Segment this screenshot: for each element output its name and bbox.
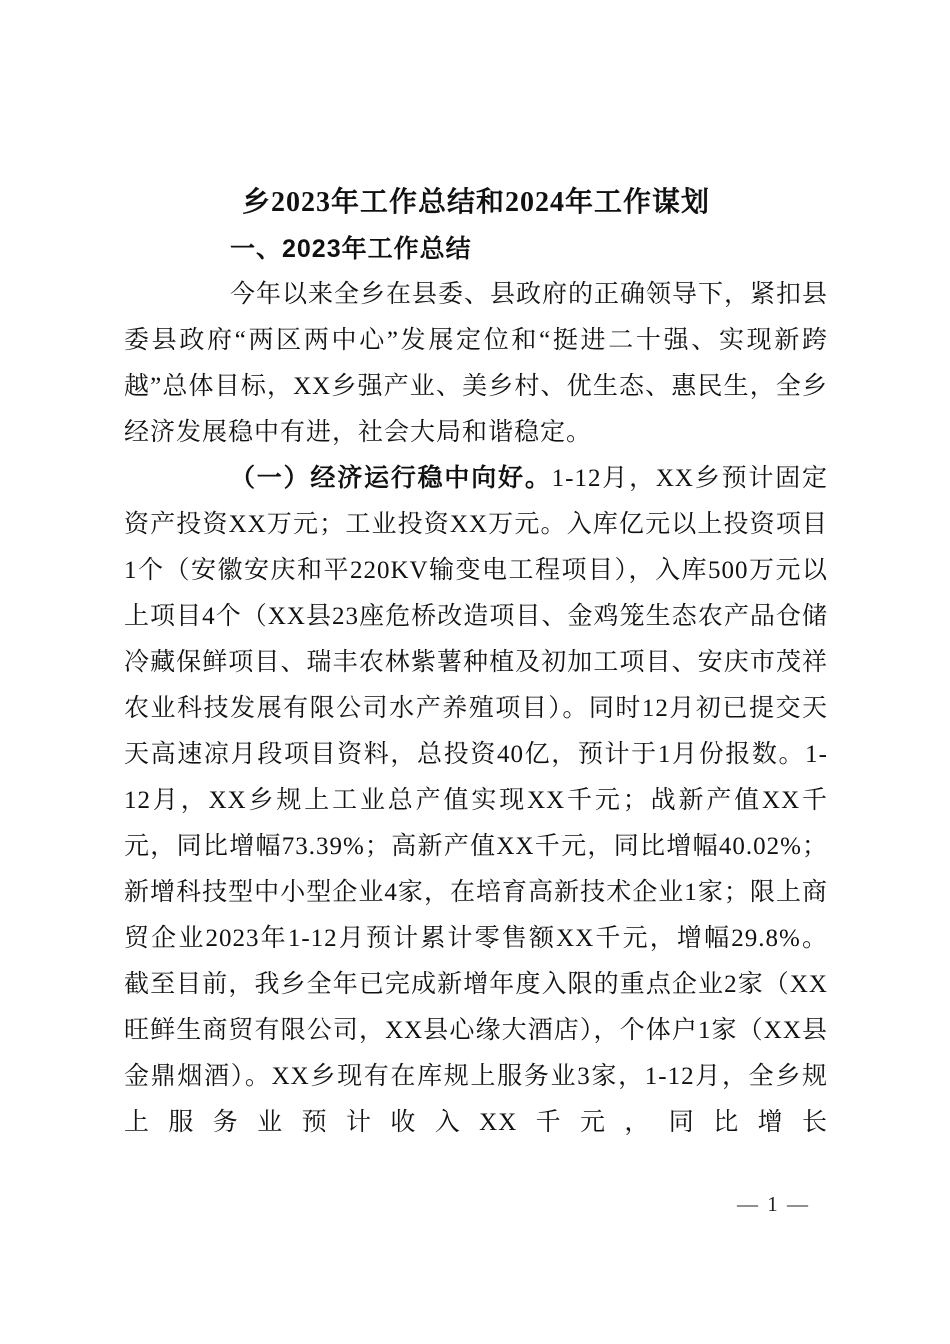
- section-heading-2023-work-summary: 一、2023年工作总结: [230, 235, 472, 263]
- paragraph-economy-body: 1-12月，XX乡预计固定资产投资XX万元；工业投资XX万元。入库亿元以上投资项目1个（安徽安庆和平220KV输变电工程项目），入库500万元以上项目4个（XX县23座危桥改造项目、金鸡笼生态农产品仓储冷藏保鲜项目、瑞丰农林紫薯种植及初加工项目、安庆市茂祥农业科技发展有限公司水产养殖项目）。同时12月初已提交天天高速凉月段项目资料，总投资40亿，预计于1月份报数。1-12月，XX乡规上工业总产值实现XX千元；战新产值XX千元，同比增幅73.39%；高新产值XX千元，同比增幅40.02%；新增科技型中小型企业4家，在培育高新技术企业1家；限上商贸企业2023年1-12月预计累计零售额XX千元，增幅29.8%。截至目前，我乡全年已完成新增年度入限的重点企业2家（XX旺鲜生商贸有限公司，XX县心缘大酒店），个体户1家（XX县金鼎烟酒）。XX乡现有在库规上服务业3家，1-12月，全乡规上服务业预计收入XX千元，同比增长: [124, 465, 828, 1136]
- paragraph-economy: [124, 456, 828, 1146]
- document-title: 乡2023年工作总结和2024年工作谋划: [241, 187, 710, 218]
- page-number: — 1 —: [737, 1192, 810, 1216]
- paragraph-overview: 今年以来全乡在县委、县政府的正确领导下，紧扣县委县政府“两区两中心”发展定位和“挺进二十强、实现新跨越”总体目标，XX乡强产业、美乡村、优生态、惠民生，全乡经济发展稳中有进，社会大局和谐稳定。: [124, 281, 829, 446]
- document-content: [124, 180, 828, 1146]
- paragraph-economy-lead: （一）经济运行稳中向好。: [230, 465, 552, 492]
